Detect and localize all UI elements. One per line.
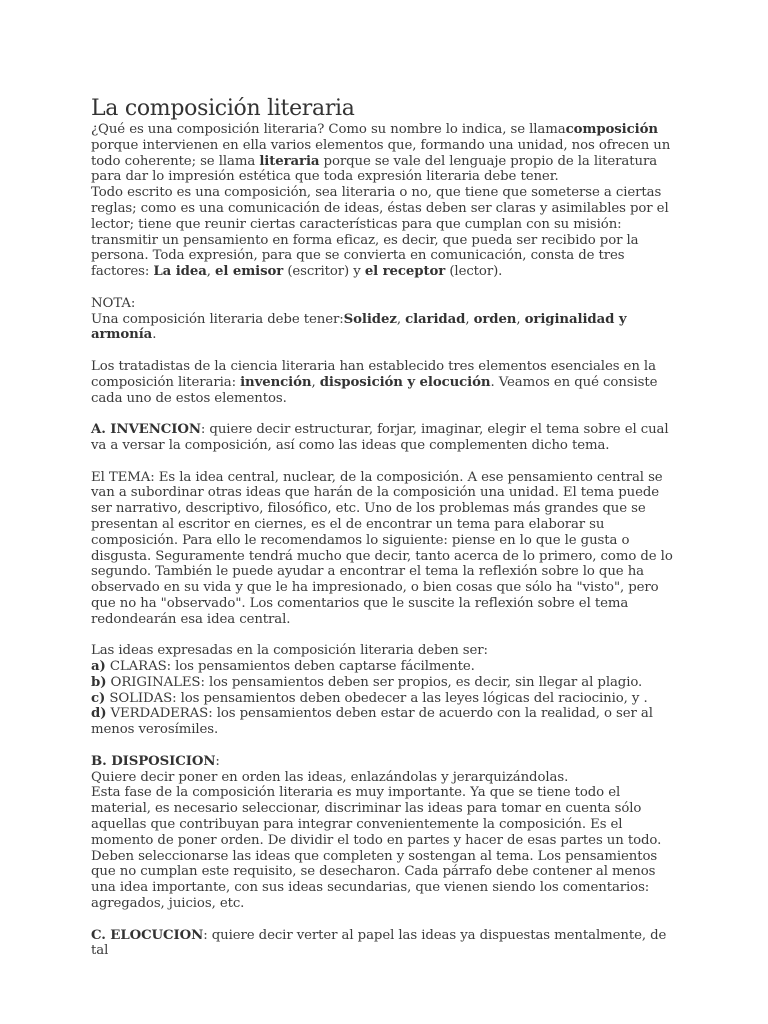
- item-label: a): [91, 659, 106, 675]
- document-page: [91, 96, 681, 959]
- bold-term: Solidez: [343, 311, 397, 327]
- spacer: [91, 454, 681, 470]
- elocucion-text: : quiere decir verter al papel las ideas ya dispuestas mentalmente, de tal: [91, 927, 667, 959]
- nota-paragraph: [91, 312, 681, 344]
- elements-text: Los tratadistas de la ciencia literaria han establecido tres elementos esenciales en la composición literaria:: [91, 358, 656, 390]
- bold-term: el emisor: [215, 264, 284, 280]
- bold-term: el receptor: [364, 264, 446, 280]
- intro-text: ¿Qué es una composición literaria? Como su nombre lo indica, se llama: [91, 122, 566, 137]
- spacer: [91, 628, 681, 644]
- separator: ,: [206, 264, 215, 280]
- intro-text: porque se vale del lenguaje propio de la literatura para dar lo impresión estética que toda expresión literaria debe tener.: [91, 153, 658, 185]
- invencion-paragraph: [91, 422, 681, 454]
- page-title: La composición literaria: [91, 96, 355, 121]
- section-heading: B. DISPOSICION: [91, 753, 216, 769]
- spacer: [91, 738, 681, 754]
- section-heading: C. ELOCUCION: [91, 927, 204, 943]
- intro-paragraph-1: [91, 122, 681, 185]
- disposicion-line-1: Quiere decir poner en orden las ideas, enlazándolas y jerarquizándolas.: [91, 769, 569, 785]
- ideas-item-d: [91, 706, 681, 738]
- ideas-item-c: [91, 691, 681, 707]
- disposicion-paragraph: Esta fase de la composición literaria es muy importante. Ya que se tiene todo el material, es necesario seleccionar, discriminar las ideas para tomar en cuenta sólo aquellas que contribuyan para integrar convenientemente la composición. Es el momento de poner orden. De dividir el todo en partes y hacer de esas partes un todo. Deben seleccionarse las ideas que completen y sostengan al tema. Los pensamientos que no cumplan este requisito, se desecharon. Cada párrafo debe contener al menos una idea importante, con sus ideas secundarias, que vienen siendo los comentarios: agregados, juicios, etc.: [91, 785, 662, 912]
- bold-term: literaria: [259, 153, 320, 169]
- intro-text: (lector).: [445, 264, 503, 280]
- bold-term: composición: [565, 122, 658, 137]
- intro-text: porque intervienen en ella varios elementos que, formando una unidad, nos ofrecen un todo coherente; se llama: [91, 137, 671, 169]
- spacer: [91, 912, 681, 928]
- elements-text: . Veamos en qué consiste cada uno de estos elementos.: [91, 374, 658, 406]
- disposicion-heading-line: [91, 754, 681, 770]
- separator: ,: [465, 311, 474, 327]
- item-text: ORIGINALES: los pensamientos deben ser propios, es decir, sin llegar al plagio.: [106, 674, 643, 690]
- separator: .: [152, 327, 157, 343]
- invencion-text: : quiere decir estructurar, forjar, imaginar, elegir el tema sobre el cual va a versar la composición, así como las ideas que complementen dicho tema.: [91, 422, 669, 453]
- spacer: [91, 343, 681, 359]
- ideas-intro: Las ideas expresadas en la composición literaria deben ser:: [91, 643, 488, 659]
- tema-paragraph: El TEMA: Es la idea central, nuclear, de la composición. A ese pensamiento central se van a subordinar otras ideas que harán de la composición una unidad. El tema puede ser narrativo, descriptivo, filosófico, etc. Uno de los problemas más grandes que se presentan al escritor en ciernes, es el de encontrar un tema para elaborar su composición. Para ello le recomendamos lo siguiente: piense en lo que le gusta o disgusta. Seguramente tendrá mucho que decir, tanto acerca de lo primero, como de lo segundo. También le puede ayudar a encontrar el tema la reflexión sobre lo que ha observado en su vida y que le ha impresionado, o bien cosas que sólo ha "visto", pero que no ha "observado". Los comentarios que le suscite la reflexión sobre el tema redondearán esa idea central.: [91, 469, 673, 627]
- item-text: CLARAS: los pensamientos deben captarse fácilmente.: [105, 659, 475, 675]
- bold-term: claridad: [405, 311, 466, 327]
- separator: ,: [311, 374, 320, 390]
- elements-paragraph: [91, 359, 681, 406]
- intro-text: Todo escrito es una composición, sea literaria o no, que tiene que someterse a ciertas reglas; como es una comunicación de ideas, éstas deben ser claras y asimilables por el lector; tiene que reunir ciertas características para que cumplan con su misión: transmitir un pensamiento en forma eficaz, es decir, que pueda ser recibido por la persona. Toda expresión, para que se convierta en comunicación, consta de tres factores:: [91, 185, 669, 280]
- bold-term: originalidad y armonía: [91, 311, 627, 343]
- ideas-item-a: [91, 659, 681, 675]
- spacer: [91, 406, 681, 422]
- section-heading: A. INVENCION: [91, 422, 201, 438]
- bold-term: disposición y elocución: [319, 374, 491, 390]
- intro-paragraph-2: [91, 185, 681, 280]
- nota-text: Una composición literaria debe tener:: [91, 311, 344, 327]
- item-label: c): [91, 690, 106, 706]
- spacer: [91, 280, 681, 296]
- ideas-item-b: [91, 675, 681, 691]
- bold-term: invención: [240, 374, 312, 390]
- nota-heading: NOTA:: [91, 295, 136, 311]
- item-text: SOLIDAS: los pensamientos deben obedecer a las leyes lógicas del raciocinio, y .: [105, 690, 648, 706]
- item-label: d): [91, 706, 107, 722]
- item-label: b): [91, 674, 107, 690]
- separator: :: [215, 753, 220, 769]
- separator: ,: [516, 311, 525, 327]
- elocucion-paragraph: [91, 928, 681, 960]
- bold-term: La idea: [153, 264, 207, 280]
- item-text: VERDADERAS: los pensamientos deben estar de acuerdo con la realidad, o ser al menos verosímiles.: [91, 706, 653, 738]
- intro-text: (escritor) y: [283, 264, 365, 280]
- separator: ,: [396, 311, 406, 327]
- bold-term: orden: [473, 311, 517, 327]
